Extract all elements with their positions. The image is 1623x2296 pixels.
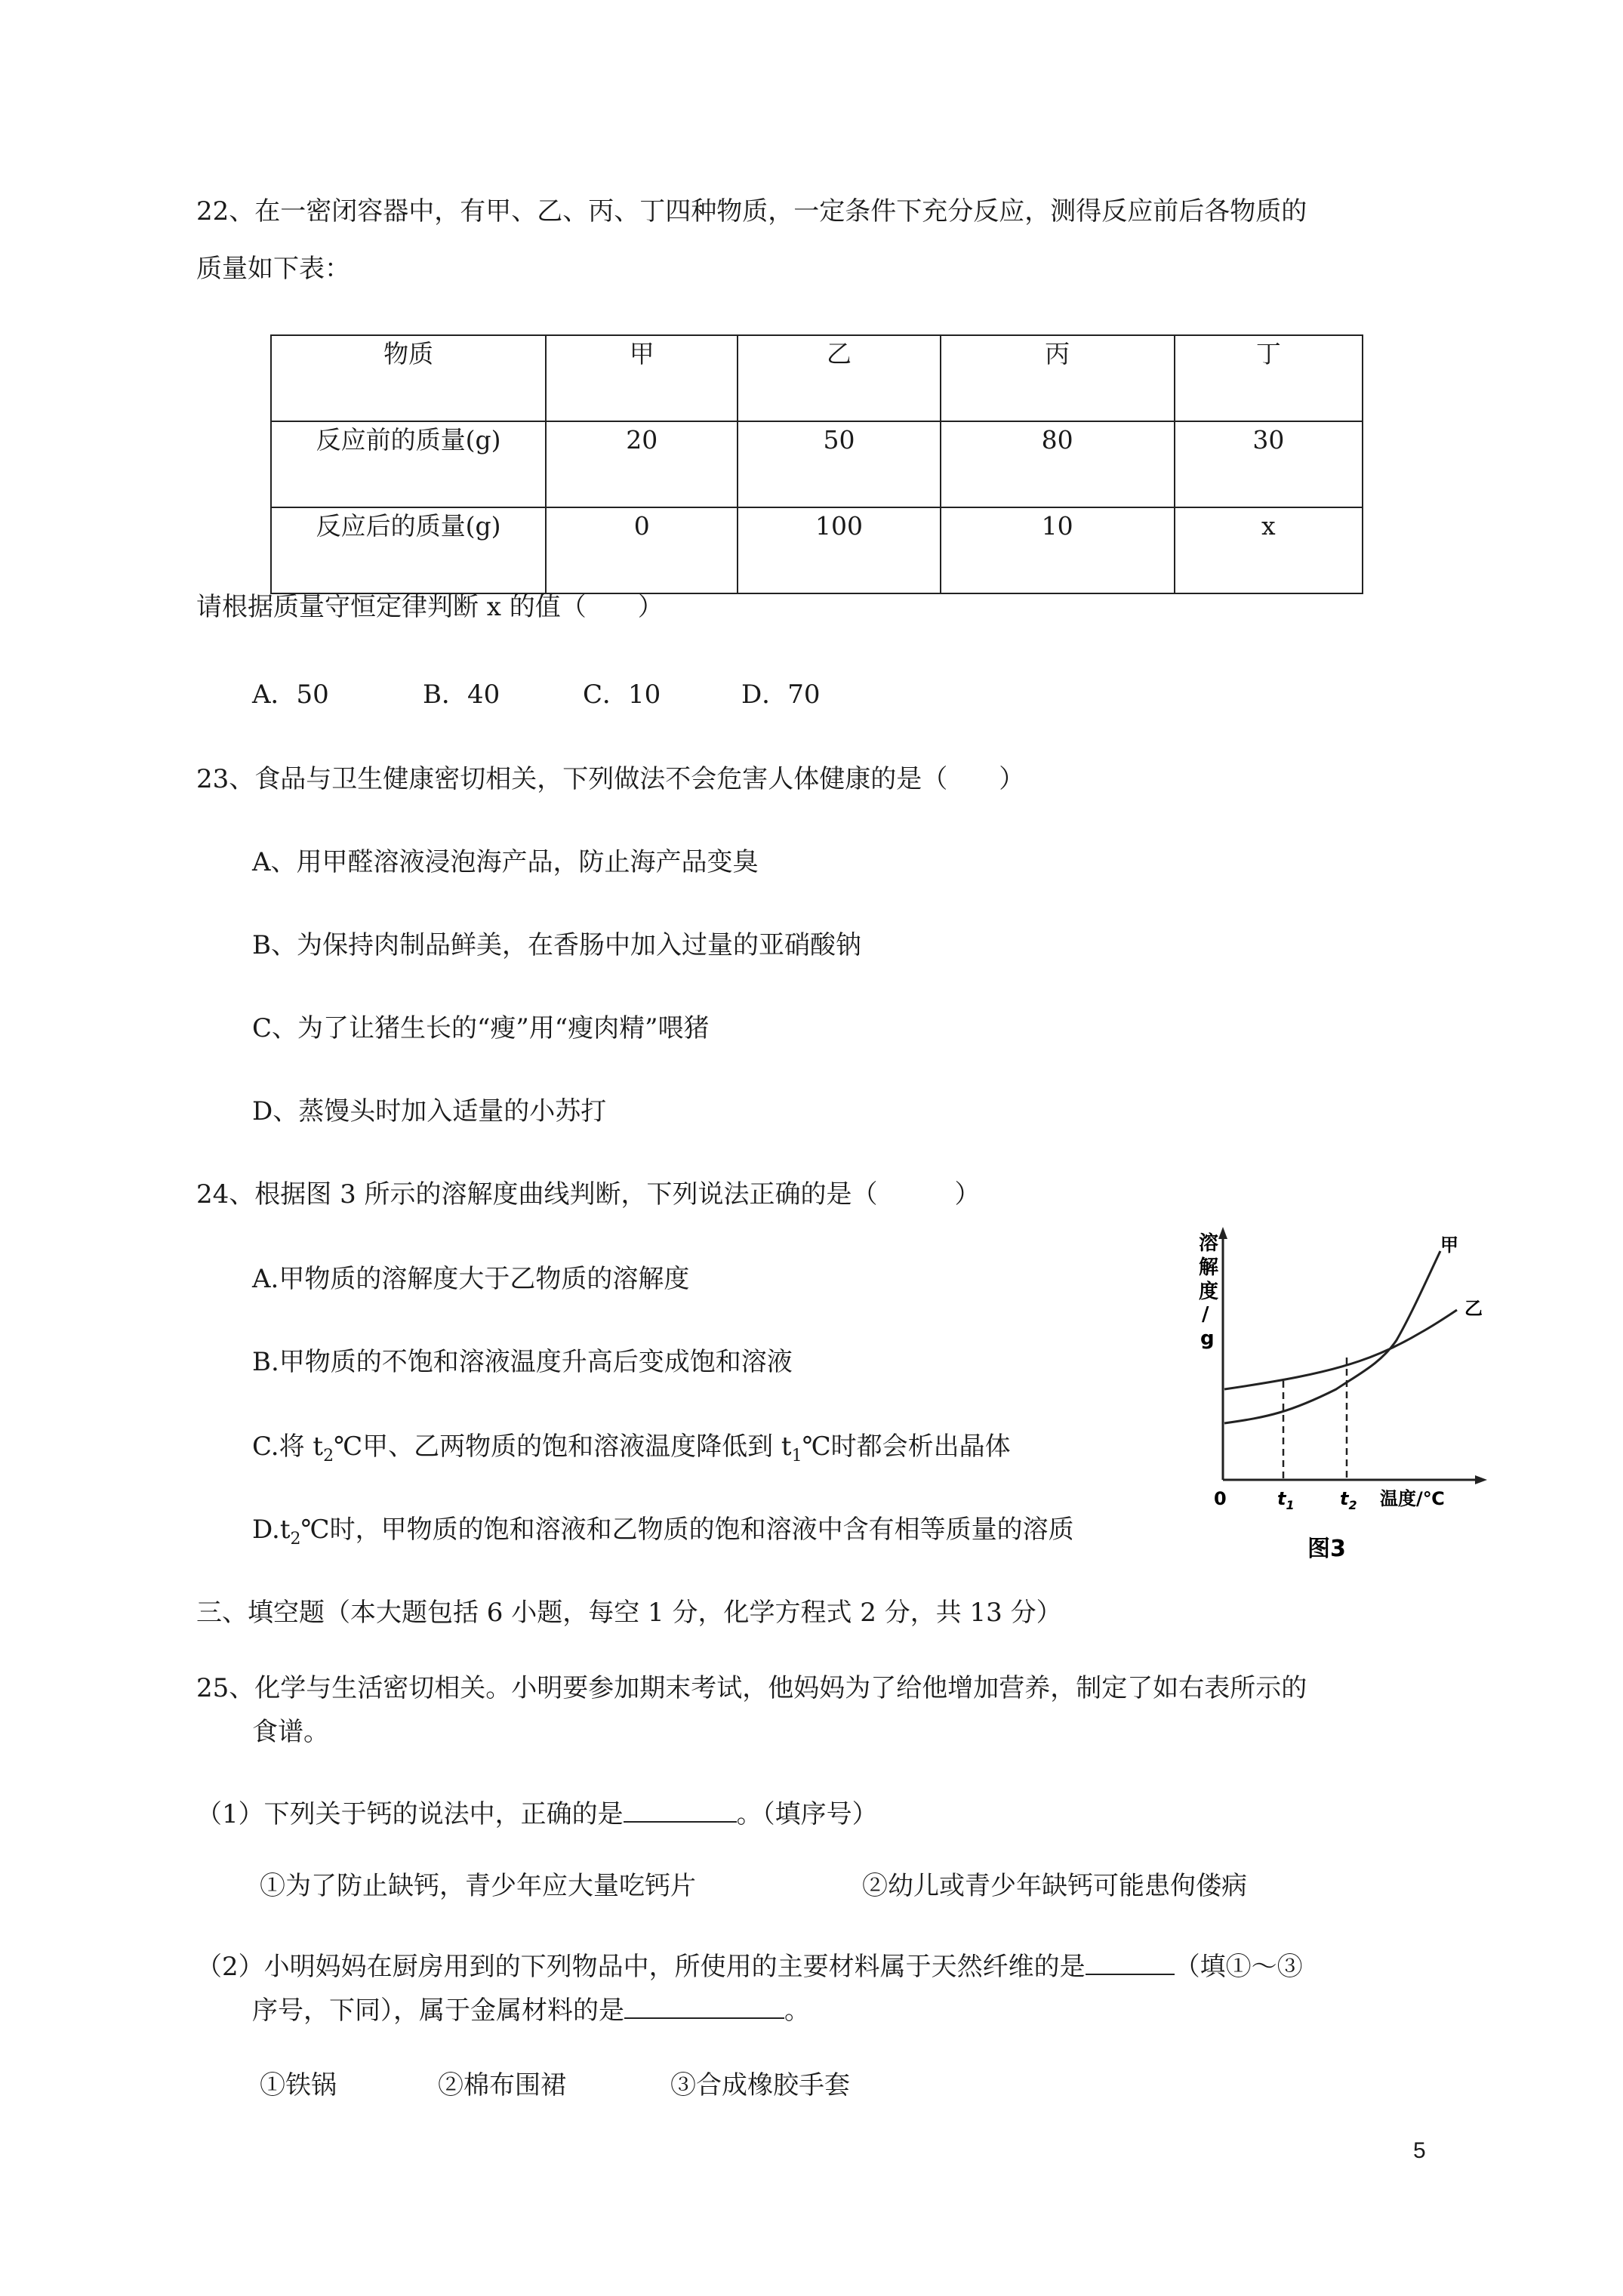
- y-axis-label-char: 解: [1199, 1256, 1219, 1279]
- q25-part1-option2: ②幼儿或青少年缺钙可能患佝偻病: [862, 1871, 1247, 1901]
- q25-part2-line2: [252, 1992, 810, 2027]
- y-axis-label-char: 溶: [1199, 1232, 1219, 1255]
- q24-option-c-part: ℃甲、乙两物质的饱和溶液温度降低到 t: [334, 1432, 792, 1462]
- q25-part1-text: （1）下列关于钙的说法中，正确的是: [196, 1799, 624, 1829]
- q24-option-c: [252, 1430, 1011, 1473]
- table-cell: 反应后的质量(g): [271, 507, 546, 593]
- q25-part2-text: 。: [784, 1996, 810, 2026]
- x-axis-label: 温度/℃: [1380, 1488, 1445, 1509]
- q25-stem-line2: 食谱。: [252, 1717, 329, 1747]
- table-cell: 20: [546, 421, 738, 507]
- table-cell: 50: [738, 421, 940, 507]
- curve-jia: [1224, 1251, 1440, 1423]
- origin-label: 0: [1214, 1488, 1227, 1509]
- q25-part2-text: 序号，下同），属于金属材料的是: [252, 1996, 624, 2026]
- figure-caption: 图3: [1307, 1536, 1346, 1562]
- q25-part1-option1: ①为了防止缺钙，青少年应大量吃钙片: [260, 1871, 696, 1901]
- table-header-cell: 丁: [1175, 335, 1363, 421]
- answer-blank[interactable]: [1086, 1948, 1175, 1975]
- table-header-cell: 物质: [271, 335, 546, 421]
- table-cell: 80: [941, 421, 1175, 507]
- section-3-heading: 三、填空题（本大题包括 6 小题，每空 1 分，化学方程式 2 分，共 13 分）: [196, 1598, 1062, 1628]
- table-header-cell: 丙: [941, 335, 1175, 421]
- y-axis-label-char: g: [1200, 1327, 1215, 1350]
- subscript: 2: [290, 1529, 301, 1549]
- series-label-yi: 乙: [1464, 1298, 1483, 1319]
- solubility-figure: [1185, 1219, 1495, 1567]
- q24-option-c-part: ℃时都会析出晶体: [802, 1432, 1011, 1462]
- q24-option-c-part: C.将 t: [252, 1432, 324, 1462]
- page-number: 5: [1413, 2138, 1426, 2163]
- t1-label: [1277, 1488, 1295, 1512]
- q25-stem-line1: 25、化学与生活密切相关。小明要参加期末考试，他妈妈为了给他增加营养，制定了如右表所示的: [196, 1673, 1307, 1703]
- q22-stem-line1: 22、在一密闭容器中，有甲、乙、丙、丁四种物质，一定条件下充分反应，测得反应前后各物质的: [196, 196, 1307, 227]
- q25-part1-text: 。（填序号）: [736, 1799, 878, 1829]
- q23-option-c: C、为了让猪生长的“瘦”用“瘦肉精”喂猪: [252, 1013, 710, 1043]
- table-cell: 反应前的质量(g): [271, 421, 546, 507]
- q22-option-b: B．40: [423, 680, 500, 710]
- y-axis-label-char: 度: [1199, 1281, 1219, 1303]
- answer-blank[interactable]: [624, 1992, 784, 2019]
- mass-table: [270, 334, 1363, 594]
- table-cell: 30: [1175, 421, 1363, 507]
- y-axis-arrow: [1218, 1227, 1227, 1239]
- t2-label: [1340, 1488, 1357, 1512]
- q25-part2-option2: ②棉布围裙: [438, 2070, 566, 2100]
- t2-label-main: t: [1340, 1488, 1349, 1509]
- subscript: 2: [323, 1446, 334, 1465]
- table-cell: x: [1175, 507, 1363, 593]
- table-cell: 100: [738, 507, 940, 593]
- q25-part2-text: （填①～③: [1174, 1952, 1303, 1982]
- answer-blank[interactable]: [624, 1795, 737, 1823]
- q24-stem: 24、根据图 3 所示的溶解度曲线判断，下列说法正确的是（ ）: [196, 1179, 981, 1210]
- q25-part2-option1: ①铁锅: [260, 2070, 337, 2100]
- q23-option-b: B、为保持肉制品鲜美，在香肠中加入过量的亚硝酸钠: [252, 930, 861, 960]
- q22-question: 请根据质量守恒定律判断 x 的值（ ）: [196, 592, 664, 622]
- q24-option-b: B.甲物质的不饱和溶液温度升高后变成饱和溶液: [252, 1347, 793, 1377]
- t1-label-main: t: [1277, 1488, 1286, 1509]
- q25-part2-option3: ③合成橡胶手套: [670, 2070, 850, 2100]
- q22-option-a: A．50: [252, 680, 329, 710]
- q22-option-d: D．70: [741, 680, 821, 710]
- series-label-jia: 甲: [1440, 1234, 1458, 1256]
- table-header-cell: 乙: [738, 335, 940, 421]
- q23-stem: 23、食品与卫生健康密切相关，下列做法不会危害人体健康的是（ ）: [196, 764, 1025, 794]
- curve-yi: [1224, 1310, 1457, 1389]
- subscript: 1: [791, 1446, 802, 1465]
- q24-option-d: [252, 1513, 1074, 1556]
- q24-option-d-part: D.t: [252, 1515, 291, 1545]
- t2-label-sub: 2: [1348, 1498, 1357, 1512]
- q22-option-c: C．10: [583, 680, 661, 710]
- q23-option-d: D、蒸馒头时加入适量的小苏打: [252, 1096, 607, 1126]
- q25-part2-line1: [196, 1948, 1303, 1983]
- x-axis-arrow: [1475, 1475, 1487, 1484]
- q22-stem-line2: 质量如下表：: [196, 254, 350, 284]
- q23-option-a: A、用甲醛溶液浸泡海产品，防止海产品变臭: [252, 847, 759, 877]
- table-row: [271, 507, 1363, 593]
- q24-option-a: A.甲物质的溶解度大于乙物质的溶解度: [252, 1264, 690, 1294]
- q25-part2-text: （2）小明妈妈在厨房用到的下列物品中，所使用的主要材料属于天然纤维的是: [196, 1952, 1086, 1982]
- y-axis-label-char: /: [1202, 1303, 1209, 1326]
- q25-part1: [196, 1795, 878, 1831]
- table-header-cell: 甲: [546, 335, 738, 421]
- table-header-row: [271, 335, 1363, 421]
- table-cell: 0: [546, 507, 738, 593]
- table-row: [271, 421, 1363, 507]
- q24-option-d-part: ℃时，甲物质的饱和溶液和乙物质的饱和溶液中含有相等质量的溶质: [300, 1515, 1074, 1545]
- table-cell: 10: [941, 507, 1175, 593]
- t1-label-sub: 1: [1286, 1498, 1295, 1512]
